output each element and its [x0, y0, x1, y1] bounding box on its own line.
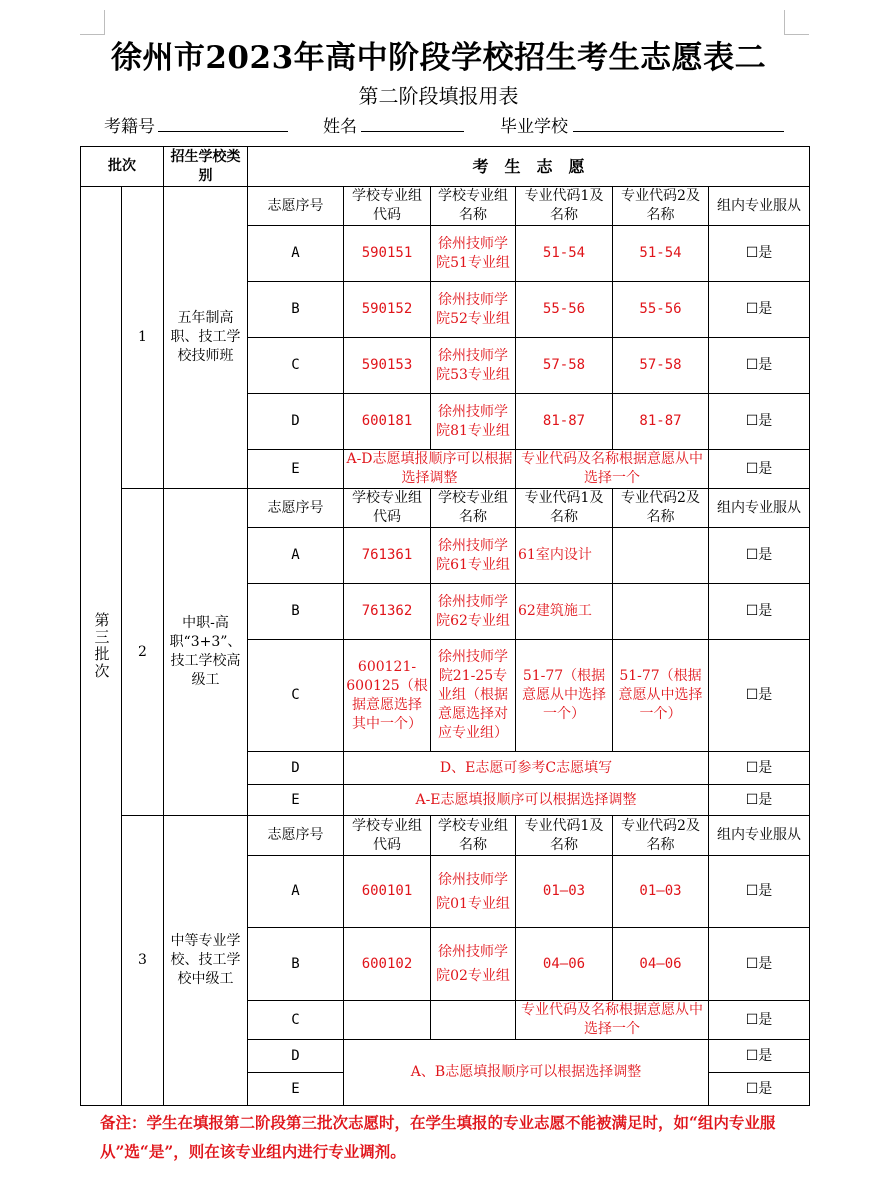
- order-cell: A: [248, 226, 344, 282]
- order-cell: C: [248, 338, 344, 394]
- order-adjust-note: A-E志愿填报顺序可以根据选择调整: [344, 785, 709, 816]
- order-cell: D: [248, 1040, 344, 1073]
- de-reference-note: D、E志愿可参考C志愿填写: [344, 752, 709, 785]
- subheader-obey: 组内专业服从: [709, 489, 810, 528]
- order-cell: C: [248, 1001, 344, 1040]
- school-label: 毕业学校: [500, 117, 568, 137]
- school-field[interactable]: [573, 131, 784, 132]
- major2-cell: 51-54: [613, 226, 709, 282]
- subheader-group-code: 学校专业组代码: [344, 187, 431, 226]
- order-cell: B: [248, 584, 344, 640]
- subheader-major1: 专业代码1及名称: [516, 187, 613, 226]
- exam-no-field[interactable]: [158, 131, 288, 132]
- group-code-cell: 590151: [344, 226, 431, 282]
- obey-checkbox[interactable]: ☐是: [709, 450, 810, 489]
- obey-checkbox[interactable]: ☐是: [709, 856, 810, 928]
- subheader-group-code: 学校专业组代码: [344, 489, 431, 528]
- major1-cell: 51-77（根据意愿从中选择一个）: [516, 640, 613, 752]
- group-code-cell: 590152: [344, 282, 431, 338]
- major2-cell: 51-77（根据意愿从中选择一个）: [613, 640, 709, 752]
- batch-name: 第三批次: [81, 187, 122, 1106]
- footer-note: 备注：学生在填报第二阶段第三批次志愿时，在学生填报的专业志愿不能被满足时，如“组内专业服从”选“是”，则在该专业组内进行专业调剂。: [100, 1113, 776, 1161]
- major1-cell: 51-54: [516, 226, 613, 282]
- subheader-group-name: 学校专业组名称: [431, 187, 516, 226]
- order-cell: A: [248, 528, 344, 584]
- subheader-major2: 专业代码2及名称: [613, 489, 709, 528]
- group-name-cell: [431, 1001, 516, 1040]
- order-cell: D: [248, 394, 344, 450]
- group-code-cell: 600102: [344, 928, 431, 1001]
- wish-table: [80, 146, 810, 1106]
- section2-index: 2: [122, 489, 164, 816]
- order-cell: E: [248, 1073, 344, 1106]
- major2-cell: 55-56: [613, 282, 709, 338]
- major-choice-note: 专业代码及名称根据意愿从中选择一个: [516, 1001, 709, 1040]
- group-name-cell: 徐州技师学院62专业组: [431, 584, 516, 640]
- group-code-cell: 600121-600125（根据意愿选择其中一个）: [344, 640, 431, 752]
- section2-category: 中职-高职“3+3”、技工学校高级工: [164, 489, 248, 816]
- subheader-order: 志愿序号: [248, 489, 344, 528]
- obey-checkbox[interactable]: ☐是: [709, 1073, 810, 1106]
- subheader-group-name: 学校专业组名称: [431, 489, 516, 528]
- group-code-cell: 761362: [344, 584, 431, 640]
- group-name-cell: 徐州技师学院21-25专业组（根据意愿选择对应专业组）: [431, 640, 516, 752]
- subheader-order: 志愿序号: [248, 816, 344, 856]
- major2-cell: 57-58: [613, 338, 709, 394]
- major2-cell: [613, 528, 709, 584]
- group-name-cell: 徐州技师学院51专业组: [431, 226, 516, 282]
- major1-cell: 57-58: [516, 338, 613, 394]
- order-adjust-note: A-D志愿填报顺序可以根据选择调整: [344, 450, 516, 489]
- major2-cell: 04—06: [613, 928, 709, 1001]
- subheader-major2: 专业代码2及名称: [613, 816, 709, 856]
- group-name-cell: 徐州技师学院61专业组: [431, 528, 516, 584]
- subheader-major2: 专业代码2及名称: [613, 187, 709, 226]
- obey-checkbox[interactable]: ☐是: [709, 338, 810, 394]
- section1-category: 五年制高职、技工学校技师班: [164, 187, 248, 489]
- form-subtitle: 第二阶段填报用表: [358, 84, 519, 108]
- major1-cell: 55-56: [516, 282, 613, 338]
- subheader-major1: 专业代码1及名称: [516, 489, 613, 528]
- group-code-cell: 761361: [344, 528, 431, 584]
- group-name-cell: 徐州技师学院53专业组: [431, 338, 516, 394]
- order-cell: E: [248, 450, 344, 489]
- obey-checkbox[interactable]: ☐是: [709, 528, 810, 584]
- header-wishes: 考 生 志 愿: [248, 147, 810, 187]
- group-name-cell: 徐州技师学院01专业组: [431, 856, 516, 928]
- form-title: 徐州市2023年高中阶段学校招生考生志愿表二: [110, 40, 767, 76]
- name-label: 姓名: [323, 117, 357, 137]
- subheader-obey: 组内专业服从: [709, 187, 810, 226]
- header-category: 招生学校类别: [164, 147, 248, 187]
- subheader-major1: 专业代码1及名称: [516, 816, 613, 856]
- name-field[interactable]: [361, 131, 464, 132]
- major1-cell: 81-87: [516, 394, 613, 450]
- major1-cell: 61室内设计: [516, 528, 613, 584]
- obey-checkbox[interactable]: ☐是: [709, 785, 810, 816]
- obey-checkbox[interactable]: ☐是: [709, 640, 810, 752]
- header-batch: 批次: [81, 147, 164, 187]
- major2-cell: 81-87: [613, 394, 709, 450]
- group-name-cell: 徐州技师学院52专业组: [431, 282, 516, 338]
- student-info-row: [0, 112, 877, 136]
- subheader-group-code: 学校专业组代码: [344, 816, 431, 856]
- order-adjust-note: A、B志愿填报顺序可以根据选择调整: [344, 1040, 709, 1106]
- obey-checkbox[interactable]: ☐是: [709, 394, 810, 450]
- group-name-cell: 徐州技师学院02专业组: [431, 928, 516, 1001]
- section3-index: 3: [122, 816, 164, 1106]
- obey-checkbox[interactable]: ☐是: [709, 1001, 810, 1040]
- obey-checkbox[interactable]: ☐是: [709, 928, 810, 1001]
- subheader-group-name: 学校专业组名称: [431, 816, 516, 856]
- order-cell: B: [248, 282, 344, 338]
- major-choice-note: 专业代码及名称根据意愿从中选择一个: [516, 450, 709, 489]
- section1-index: 1: [122, 187, 164, 489]
- group-code-cell: 600101: [344, 856, 431, 928]
- subheader-obey: 组内专业服从: [709, 816, 810, 856]
- section3-category: 中等专业学校、技工学校中级工: [164, 816, 248, 1106]
- major1-cell: 62建筑施工: [516, 584, 613, 640]
- obey-checkbox[interactable]: ☐是: [709, 752, 810, 785]
- major2-cell: 01—03: [613, 856, 709, 928]
- obey-checkbox[interactable]: ☐是: [709, 282, 810, 338]
- order-cell: D: [248, 752, 344, 785]
- major1-cell: 01—03: [516, 856, 613, 928]
- order-cell: C: [248, 640, 344, 752]
- group-code-cell: 590153: [344, 338, 431, 394]
- order-cell: E: [248, 785, 344, 816]
- exam-no-label: 考籍号: [104, 117, 155, 137]
- obey-checkbox[interactable]: ☐是: [709, 226, 810, 282]
- group-code-cell: [344, 1001, 431, 1040]
- group-code-cell: 600181: [344, 394, 431, 450]
- major1-cell: 04—06: [516, 928, 613, 1001]
- obey-checkbox[interactable]: ☐是: [709, 1040, 810, 1073]
- group-name-cell: 徐州技师学院81专业组: [431, 394, 516, 450]
- major2-cell: [613, 584, 709, 640]
- subheader-order: 志愿序号: [248, 187, 344, 226]
- order-cell: A: [248, 856, 344, 928]
- order-cell: B: [248, 928, 344, 1001]
- obey-checkbox[interactable]: ☐是: [709, 584, 810, 640]
